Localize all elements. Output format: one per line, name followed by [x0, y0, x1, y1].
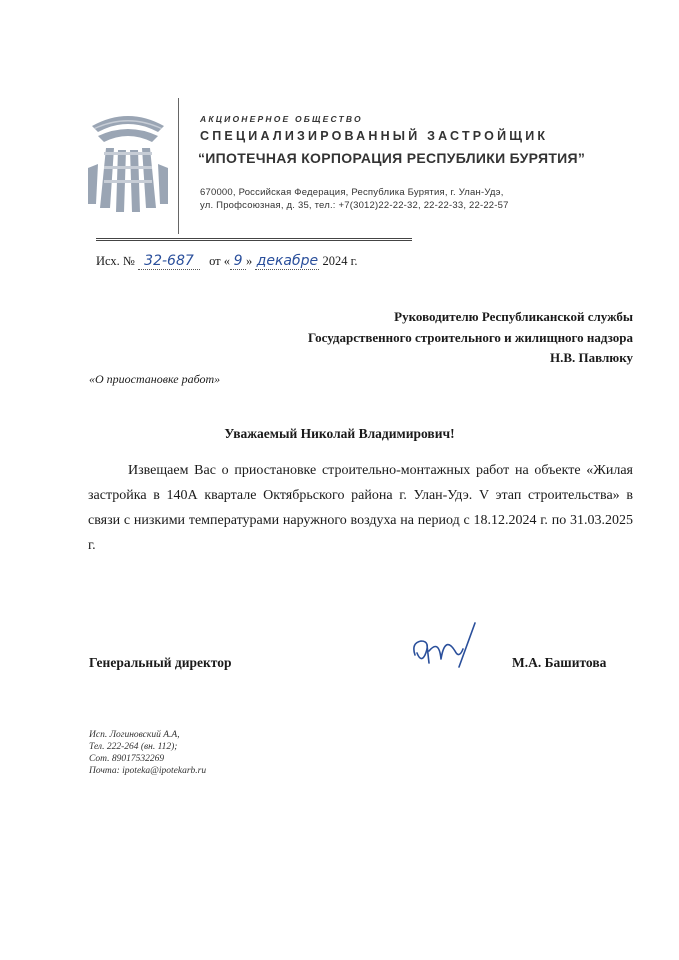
executor-name: Исп. Логиновский А.А,: [89, 730, 180, 740]
addressee-name: Н.В. Павлюку: [549, 350, 633, 365]
company-name: “ИПОТЕЧНАЯ КОРПОРАЦИЯ РЕСПУБЛИКИ БУРЯТИЯ”: [198, 150, 586, 166]
outgoing-number-value: 32-687: [138, 253, 200, 270]
greeting: Уважаемый Николай Владимирович!: [224, 426, 455, 441]
addressee-line: Руководителю Республиканской службы: [394, 309, 633, 324]
outgoing-from: от «: [209, 254, 231, 268]
executor-email: Почта: ipoteka@ipotekarb.ru: [89, 766, 207, 776]
company-logo: [86, 108, 170, 220]
signatory-position: Генеральный директор: [89, 655, 232, 670]
handwritten-signature: [405, 615, 495, 675]
executor-phone: Тел. 222-264 (вн. 112);: [89, 742, 178, 752]
body-paragraph: Извещаем Вас о приостановке строительно-монтажных работ на объекте «Жилая застройка в 140А квартале Октябрьского района г. Улан-Удэ. V этап строительства» в связи с низкими температурами наружного воздуха на период с 18.12.2024 г. по 31.03.2025 г.: [88, 463, 633, 553]
header-rule: [96, 238, 412, 241]
outgoing-month: декабре: [256, 253, 319, 269]
outgoing-quote-close: »: [246, 254, 253, 268]
executor-mobile: Сот. 89017532269: [89, 754, 165, 764]
address-line-1: 670000, Российская Федерация, Республика Бурятия, г. Улан-Удэ,: [200, 187, 504, 198]
addressee-block: [308, 307, 633, 369]
address-line-2: ул. Профсоюзная, д. 35, тел.: +7(3012)22-22-32, 22-22-33, 22-22-57: [200, 200, 509, 211]
outgoing-year: 2024 г.: [322, 254, 358, 268]
signatory-name: М.А. Башитова: [512, 655, 607, 670]
header-divider: [178, 98, 179, 234]
outgoing-day: 9: [230, 253, 246, 270]
executor-contacts: [89, 729, 206, 777]
company-spec: СПЕЦИАЛИЗИРОВАННЫЙ ЗАСТРОЙЩИК: [200, 129, 549, 143]
outgoing-prefix: Исх. №: [96, 254, 135, 268]
subject-line: «О приостановке работ»: [89, 372, 221, 386]
company-type: АКЦИОНЕРНОЕ ОБЩЕСТВО: [200, 114, 363, 124]
outgoing-number: [96, 253, 358, 270]
addressee-line: Государственного строительного и жилищного надзора: [308, 329, 633, 345]
letter-body: [88, 458, 633, 558]
